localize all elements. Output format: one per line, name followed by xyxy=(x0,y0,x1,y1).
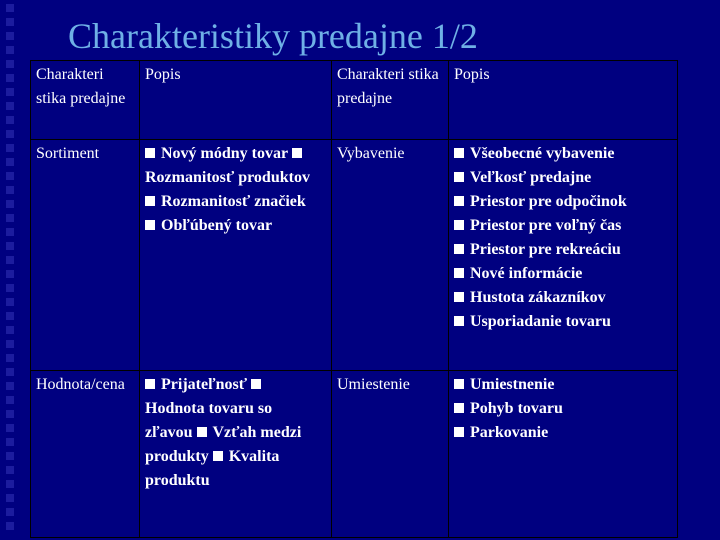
row-1-characteristic-1: Sortiment xyxy=(36,145,100,162)
row-2-characteristic-1: Hodnota/cena xyxy=(36,376,125,393)
decorative-square xyxy=(6,158,14,166)
decorative-square xyxy=(6,438,14,446)
decorative-square xyxy=(6,4,14,12)
list-item: Všeobecné vybavenie xyxy=(454,142,672,166)
list-item: Obľúbený tovar xyxy=(145,217,272,234)
decorative-square xyxy=(6,256,14,264)
decorative-square xyxy=(6,130,14,138)
decorative-square xyxy=(6,18,14,26)
table-header-row xyxy=(31,61,678,140)
row-2-characteristic-2: Umiestenie xyxy=(337,376,410,393)
square-bullet-icon xyxy=(454,220,464,230)
decorative-square xyxy=(6,382,14,390)
list-item: Parkovanie xyxy=(454,421,672,445)
list-item: Priestor pre voľný čas xyxy=(454,214,672,238)
square-bullet-icon xyxy=(454,403,464,413)
square-bullet-icon xyxy=(454,268,464,278)
square-bullet-icon xyxy=(145,148,155,158)
decorative-square xyxy=(6,312,14,320)
decorative-square xyxy=(6,32,14,40)
list-item: Nový módny tovar xyxy=(145,145,288,162)
decorative-square xyxy=(6,494,14,502)
decorative-square xyxy=(6,452,14,460)
decorative-square xyxy=(6,214,14,222)
square-bullet-icon xyxy=(454,196,464,206)
square-bullet-icon xyxy=(454,379,464,389)
decorative-square xyxy=(6,410,14,418)
square-bullet-icon xyxy=(197,427,207,437)
decorative-square xyxy=(6,424,14,432)
list-item: Usporiadanie tovaru xyxy=(454,310,672,334)
square-bullet-icon xyxy=(454,148,464,158)
square-bullet-icon xyxy=(145,379,155,389)
row-1-characteristic-2: Vybavenie xyxy=(337,145,405,162)
square-bullet-icon xyxy=(213,451,223,461)
list-item: Priestor pre odpočinok xyxy=(454,190,672,214)
square-bullet-icon xyxy=(454,292,464,302)
header-characteristic-2: Charakteri stika predajne xyxy=(337,66,439,107)
list-item: Rozmanitosť produktov xyxy=(145,145,310,186)
decorative-square xyxy=(6,60,14,68)
decorative-square xyxy=(6,242,14,250)
decorative-square xyxy=(6,284,14,292)
decorative-square xyxy=(6,88,14,96)
decorative-square xyxy=(6,102,14,110)
list-item: Vzťah medzi produkty xyxy=(145,424,302,465)
square-bullet-icon xyxy=(251,379,261,389)
decorative-square xyxy=(6,354,14,362)
decorative-square xyxy=(6,74,14,82)
list-item: Rozmanitosť značiek xyxy=(145,193,306,210)
header-characteristic-1: Charakteri stika predajne xyxy=(36,66,126,107)
list-item: Priestor pre rekreáciu xyxy=(454,238,672,262)
decorative-square xyxy=(6,508,14,516)
decorative-square xyxy=(6,522,14,530)
decorative-square xyxy=(6,144,14,152)
list-item: Umiestnenie xyxy=(454,373,672,397)
decorative-square xyxy=(6,466,14,474)
square-bullet-icon xyxy=(454,427,464,437)
decorative-square xyxy=(6,186,14,194)
square-bullet-icon xyxy=(292,148,302,158)
characteristics-table xyxy=(30,60,678,538)
square-bullet-icon xyxy=(454,172,464,182)
decorative-square xyxy=(6,480,14,488)
decorative-square xyxy=(6,228,14,236)
square-bullet-icon xyxy=(145,220,155,230)
decorative-square xyxy=(6,270,14,278)
table-row xyxy=(31,371,678,538)
list-item: Prijateľnosť xyxy=(145,376,247,393)
decorative-square xyxy=(6,172,14,180)
decorative-square xyxy=(6,326,14,334)
decorative-square xyxy=(6,116,14,124)
list-item: Nové informácie xyxy=(454,262,672,286)
header-description-1: Popis xyxy=(145,66,181,83)
list-item: Hustota zákazníkov xyxy=(454,286,672,310)
header-description-2: Popis xyxy=(454,66,490,83)
list-item: Hodnota tovaru so zľavou xyxy=(145,376,272,441)
decorative-square-column xyxy=(0,0,22,540)
decorative-square xyxy=(6,396,14,404)
decorative-square xyxy=(6,340,14,348)
table-row xyxy=(31,140,678,371)
decorative-square xyxy=(6,298,14,306)
list-item: Kvalita produktu xyxy=(145,448,280,489)
list-item: Pohyb tovaru xyxy=(454,397,672,421)
square-bullet-icon xyxy=(145,196,155,206)
decorative-square xyxy=(6,200,14,208)
decorative-square xyxy=(6,368,14,376)
decorative-square xyxy=(6,46,14,54)
square-bullet-icon xyxy=(454,244,464,254)
list-item: Veľkosť predajne xyxy=(454,166,672,190)
square-bullet-icon xyxy=(454,316,464,326)
slide-title: Charakteristiky predajne 1/2 xyxy=(68,16,478,56)
